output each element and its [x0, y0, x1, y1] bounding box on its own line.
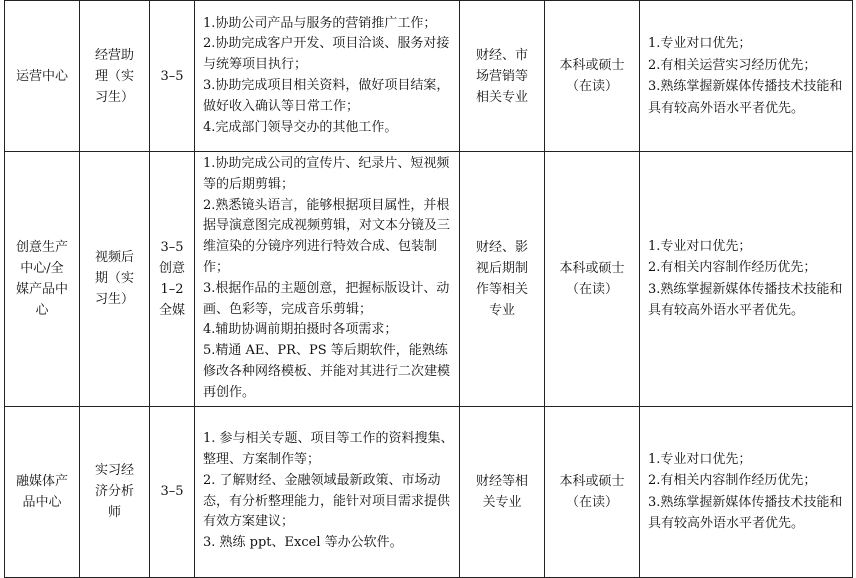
duty-item: 1. 参与相关专题、项目等工作的资料搜集、整理、方案制作等； — [203, 431, 454, 467]
duty-item: 2.熟悉镜头语言，能够根据项目属性，并根据导演意图完成视频剪辑，对文本分镜及三维渲染的分镜序列进行特效合成、包装制作； — [203, 197, 451, 275]
duties-cell — [195, 406, 460, 577]
count-cell: 3–5 — [150, 406, 195, 577]
requirement-item: 1.专业对口优先； — [648, 451, 752, 467]
education-cell: 本科或硕士（在读） — [545, 152, 640, 407]
duty-item: 2. 了解财经、金融领域最新政策、市场动态，有分析整理能力，能针对项目需求提供有效方案建议； — [203, 472, 451, 530]
duty-item: 1.协助公司产品与服务的营销推广工作； — [203, 15, 437, 31]
duty-item: 3.根据作品的主题创意，把握标版设计、动画、色彩等，完成音乐剪辑； — [203, 280, 450, 317]
table-row — [5, 406, 853, 577]
requirement-item: 2.有相关内容制作经历优先； — [648, 260, 817, 276]
count-cell: 3–5 — [150, 1, 195, 152]
major-cell: 财经等相关专业 — [460, 406, 545, 577]
duties-cell — [195, 152, 460, 407]
position-cell: 实习经济分析师 — [80, 406, 150, 577]
requirement-item: 2.有相关内容制作经历优先； — [648, 473, 817, 489]
requirement-item: 1.专业对口优先； — [648, 36, 752, 51]
requirement-item: 1.专业对口优先； — [648, 238, 752, 254]
requirement-item: 3.熟练掌握新媒体传播技术技能和具有较高外语水平者优先。 — [648, 79, 843, 116]
department-cell: 创意生产中心/全媒产品中心 — [5, 152, 80, 407]
department-cell: 融媒体产品中心 — [5, 406, 80, 577]
duty-item: 4.完成部门领导交办的其他工作。 — [203, 119, 398, 135]
position-cell: 视频后期（实习生） — [80, 152, 150, 407]
requirements-cell — [640, 1, 853, 152]
requirement-item: 3.熟练掌握新媒体传播技术技能和具有较高外语水平者优先。 — [648, 494, 843, 532]
duty-item: 5.精通 AE、PR、PS 等后期软件，能熟练修改各种网络模板、并能对其进行二次建模再创作。 — [203, 343, 451, 400]
duty-item: 3.协助完成项目相关资料，做好项目结案，做好收入确认等日常工作； — [203, 78, 450, 114]
duty-item: 1.协助完成公司的宣传片、纪录片、短视频等的后期剪辑； — [203, 156, 450, 192]
department-cell: 运营中心 — [5, 1, 80, 152]
duty-item: 2.协助完成客户开发、项目洽谈、服务对接与统筹项目执行； — [203, 36, 450, 73]
count-cell: 3–5 创意 1–2 全媒 — [150, 152, 195, 407]
table-row — [5, 1, 853, 152]
education-cell: 本科或硕士（在读） — [545, 406, 640, 577]
requirements-cell — [640, 406, 853, 577]
requirement-item: 2.有相关运营实习经历优先； — [648, 57, 817, 73]
table-row — [5, 152, 853, 407]
major-cell: 财经、市场营销等相关专业 — [460, 1, 545, 152]
duty-item: 3. 熟练 ppt、Excel 等办公软件。 — [203, 535, 403, 551]
duty-item: 4.辅助协调前期拍摄时各项需求； — [203, 322, 398, 338]
position-cell: 经营助理（实习生） — [80, 1, 150, 152]
requirement-item: 3.熟练掌握新媒体传播技术技能和具有较高外语水平者优先。 — [648, 281, 843, 319]
requirements-cell — [640, 152, 853, 407]
duties-cell — [195, 1, 460, 152]
education-cell: 本科或硕士（在读） — [545, 1, 640, 152]
major-cell: 财经、影视后期制作等相关专业 — [460, 152, 545, 407]
recruitment-table — [4, 0, 853, 578]
